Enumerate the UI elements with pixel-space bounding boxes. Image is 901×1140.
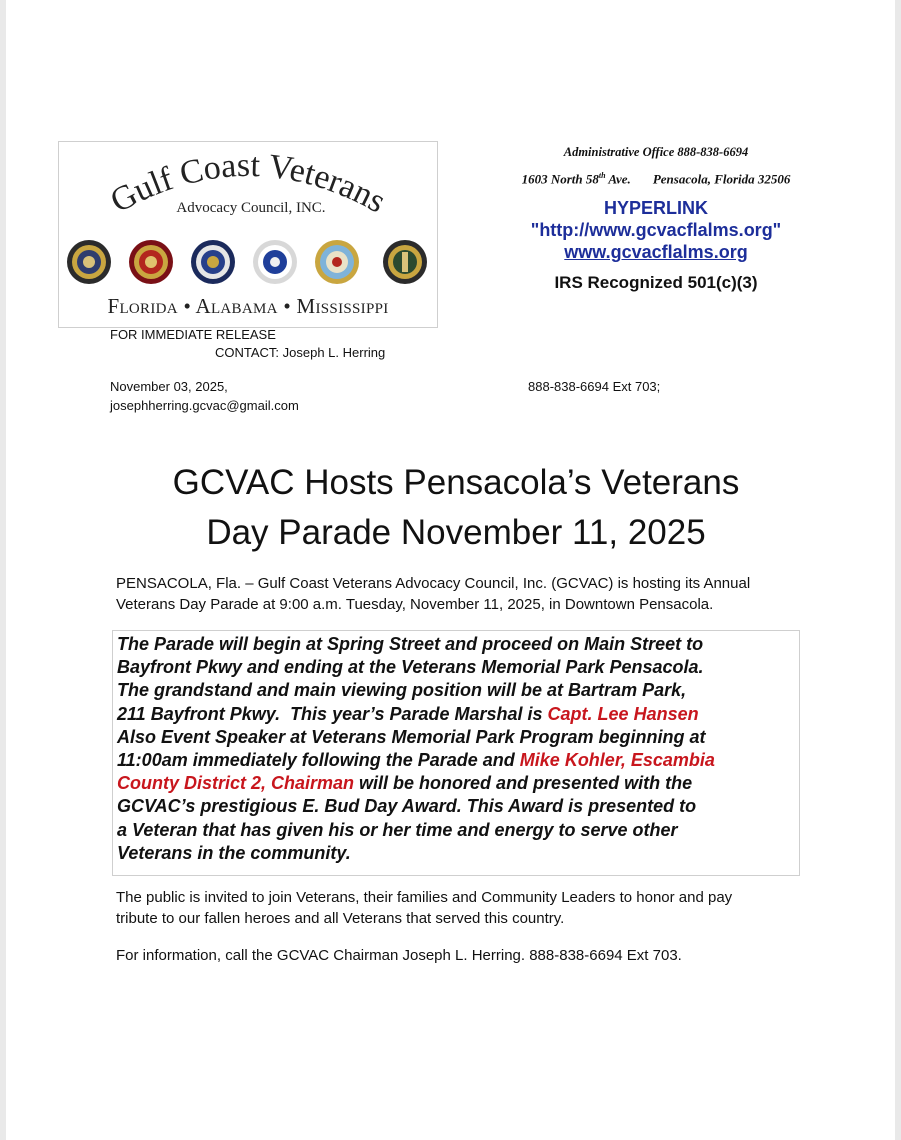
organization-logo <box>58 141 438 328</box>
contact-info: For information, call the GCVAC Chairman Joseph L. Herring. 888-838-6694 Ext 703. <box>116 947 682 964</box>
website-link[interactable]: www.gcvacflalms.org <box>564 242 748 263</box>
headline-line-1: GCVAC Hosts Pensacola’s Veterans <box>172 463 740 502</box>
logo-title: Gulf Coast Veterans <box>104 146 392 221</box>
details-line: Bayfront Pkwy and ending at the Veterans Memorial Park Pensacola. <box>117 657 704 678</box>
irs-status: IRS Recognized 501(c)(3) <box>554 273 758 293</box>
headline-line-2: Day Parade November 11, 2025 <box>206 513 706 552</box>
address-ordinal: th <box>598 171 606 180</box>
details-line <box>117 749 799 772</box>
document-page <box>6 0 895 1140</box>
address-ave: Ave. <box>605 171 631 187</box>
details-line: a Veteran that has given his or her time and energy to serve other <box>117 819 678 840</box>
public-invitation <box>116 887 816 929</box>
release-label: FOR IMMEDIATE RELEASE <box>110 327 276 342</box>
address-city: Pensacola, Florida 32506 <box>652 171 791 187</box>
intro-line-2: Veterans Day Parade at 9:00 a.m. Tuesday, November 11, 2025, in Downtown Pensacola. <box>116 596 714 613</box>
air-force-seal-icon <box>253 240 297 284</box>
marine-corps-seal-icon <box>129 240 173 284</box>
intro-paragraph <box>116 573 816 615</box>
hyperlink-label: HYPERLINK <box>603 198 708 219</box>
contact-phone: 888-838-6694 Ext 703; <box>528 379 661 394</box>
army-seal-icon <box>67 240 111 284</box>
hyperlink-url: "http://www.gcvacflalms.org" <box>530 220 782 241</box>
parade-marshal-name: Capt. Lee Hansen <box>547 703 699 724</box>
release-date: November 03, 2025, <box>110 379 228 394</box>
logo-states: Florida • Alabama • Mississippi <box>107 294 389 318</box>
coast-guard-seal-icon <box>315 240 359 284</box>
public-line-2: tribute to our fallen heroes and all Veterans that served this country. <box>116 910 565 927</box>
details-line: The Parade will begin at Spring Street and proceed on Main Street to <box>117 634 704 654</box>
contact-email[interactable]: josephherring.gcvac@gmail.com <box>110 398 299 413</box>
intro-line-1: PENSACOLA, Fla. – Gulf Coast Veterans Advocacy Council, Inc. (GCVAC) is hosting its Annual <box>116 575 751 592</box>
logo-title-arc <box>59 142 437 232</box>
administrative-office: Administrative Office 888-838-6694 <box>563 145 749 159</box>
details-text: 211 Bayfront Pkwy. This year’s Parade Marshal is <box>117 703 548 724</box>
details-line <box>117 772 799 795</box>
address-street: 1603 North 58 <box>521 171 599 187</box>
details-line: The grandstand and main viewing position will be at Bartram Park, <box>117 680 687 701</box>
page-title <box>66 458 846 558</box>
parade-details <box>112 630 800 876</box>
honoree-title: County District 2, Chairman <box>117 773 355 794</box>
public-line-1: The public is invited to join Veterans, their families and Community Leaders to honor and pay <box>116 889 733 906</box>
details-line: GCVAC’s prestigious E. Bud Day Award. This Award is presented to <box>117 796 697 817</box>
national-guard-seal-icon <box>383 240 427 284</box>
office-address <box>476 171 836 187</box>
details-line <box>117 703 799 726</box>
service-seals <box>65 238 431 286</box>
details-text: 11:00am immediately following the Parade and <box>117 750 520 771</box>
office-header <box>476 145 836 293</box>
details-line: Also Event Speaker at Veterans Memorial Park Program beginning at <box>117 726 706 747</box>
navy-seal-icon <box>191 240 235 284</box>
contact-name: CONTACT: Joseph L. Herring <box>215 345 386 360</box>
honoree-name: Mike Kohler, Escambia <box>519 750 715 771</box>
details-line: Veterans in the community. <box>117 842 351 863</box>
logo-subtitle: Advocacy Council, INC. <box>176 200 326 216</box>
details-text: will be honored and presented with the <box>354 773 693 794</box>
